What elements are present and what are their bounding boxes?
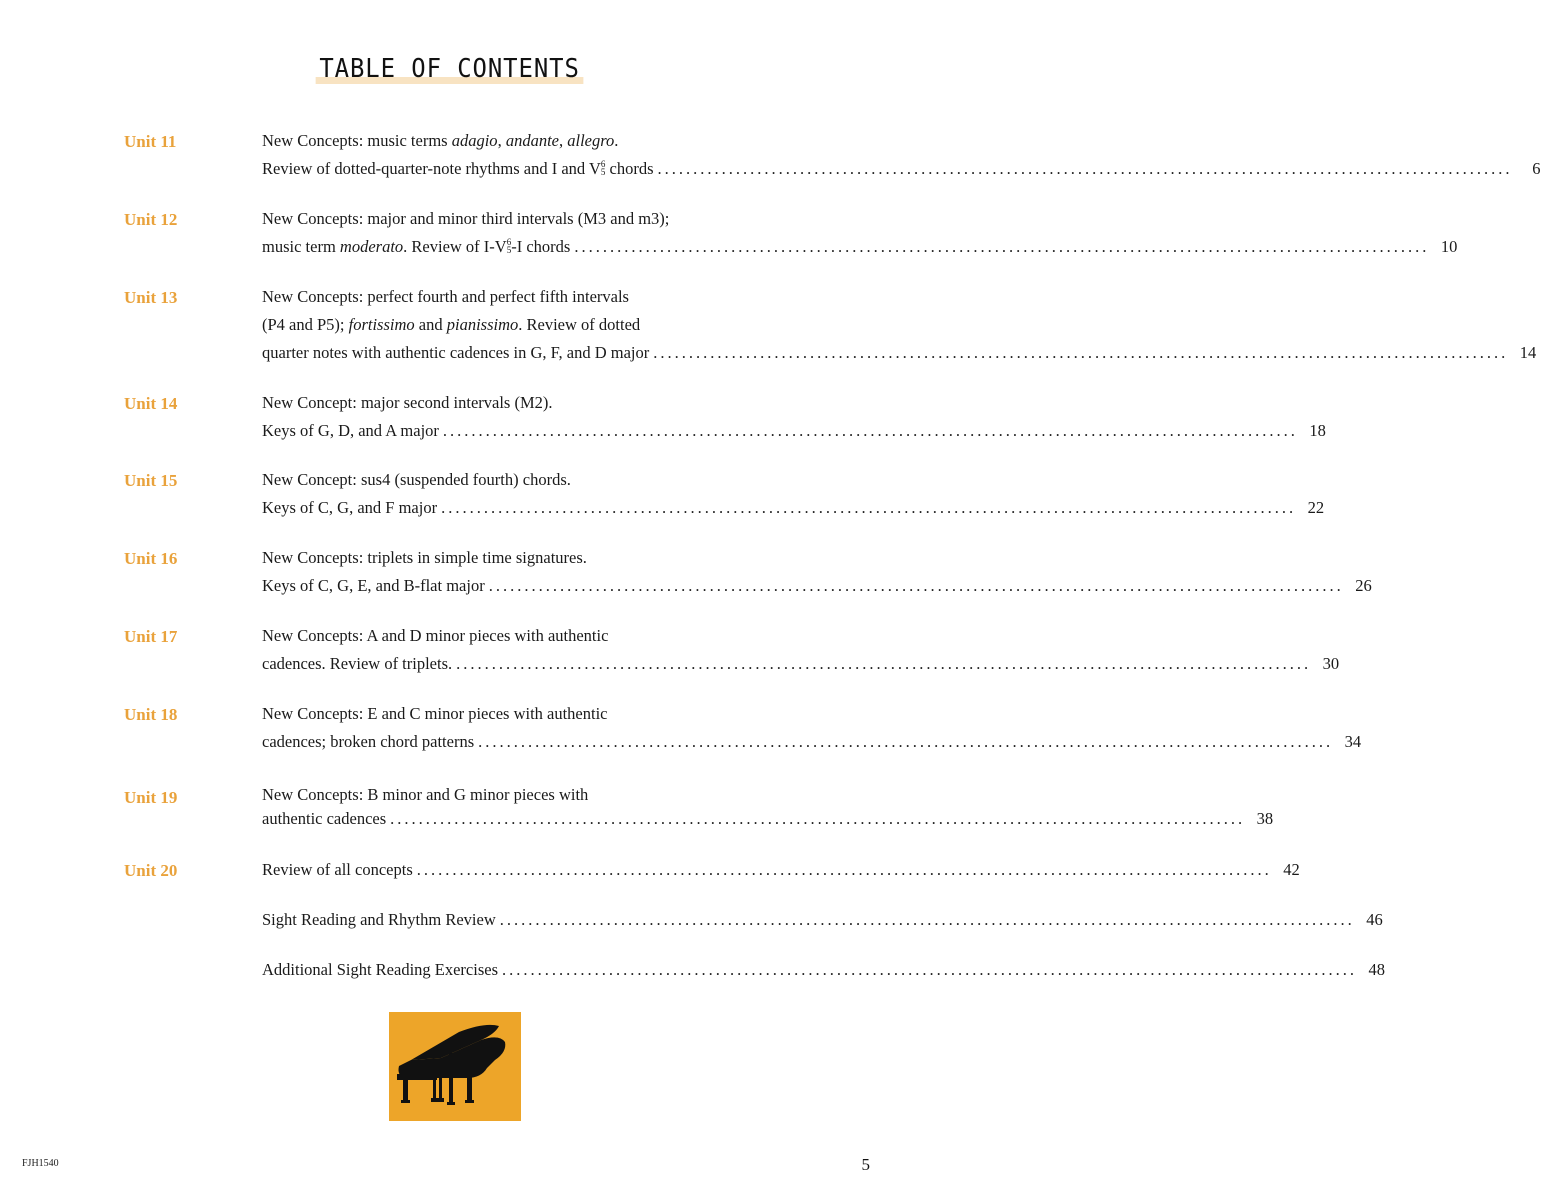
page-number: 46 [1366,910,1383,929]
page-title: TABLE OF CONTENTS [316,54,584,84]
entry-line: New Concepts: major and minor third intervals (M3 and m3); [262,209,670,228]
entry-line: New Concept: major second intervals (M2). [262,393,553,412]
dot-leader: ........................................................................................................................ [502,960,1358,979]
dot-leader: ........................................................................................................................ [390,809,1246,828]
unit-label: Unit 15 [124,471,178,490]
unit-label: Unit 19 [124,788,178,807]
entry-last-line: Additional Sight Reading Exercises ........................................................................................................................ 48 [262,956,782,984]
page-number: 30 [1322,654,1340,673]
entry-line: (P4 and P5); fortissimo and pianissimo. Review of dotted [262,315,641,334]
footer-page-number: 5 [861,1155,870,1174]
unit-label: Unit 16 [124,549,178,568]
entry-last-line: cadences. Review of triplets. ........................................................................................................................ 30 [262,650,782,678]
entry-last-line: Sight Reading and Rhythm Review ........................................................................................................................ 46 [262,906,782,934]
page-number: 38 [1256,809,1274,828]
unit-label: Unit 17 [124,627,178,646]
page-header [0,54,900,84]
unit-label: Unit 20 [124,861,178,880]
page-number: 22 [1307,498,1325,517]
page-number: 34 [1344,732,1362,751]
entry-last-line: quarter notes with authentic cadences in G, F, and D major ........................................................................................................................ 14 [262,339,782,367]
piano-logo-box [389,1012,521,1121]
dot-leader: ........................................................................................................................ [499,910,1355,929]
entry-line: New Concepts: music terms adagio, andante, allegro. [262,131,619,150]
unit-label: Unit 14 [124,394,178,413]
page-number: 26 [1355,576,1372,595]
dot-leader: ........................................................................................................................ [456,654,1312,673]
unit-label: Unit 11 [124,132,177,151]
dot-leader: ........................................................................................................................ [441,498,1297,517]
page-number: 42 [1283,860,1300,879]
book-code: FJH1540 [22,1158,59,1169]
dot-leader: ........................................................................................................................ [442,421,1298,440]
page-number: 6 [1532,159,1541,178]
entry-last-line: Keys of C, G, E, and B-flat major ........................................................................................................................ 26 [262,572,782,600]
chord-figure: 6 5 [506,236,512,255]
entry-last-line: Review of dotted-quarter-note rhythms and I and V $^{6 5}$ chords ........................................................................................................................ 6 [262,155,782,183]
entry-last-line: Review of all concepts ........................................................................................................................ 42 [262,856,782,884]
unit-label: Unit 12 [124,210,178,229]
dot-leader: ........................................................................................................................ [653,343,1509,362]
entry-line: New Concept: sus4 (suspended fourth) chords. [262,470,571,489]
dot-leader: ........................................................................................................................ [657,159,1513,178]
entry-line: New Concepts: triplets in simple time signatures. [262,548,587,567]
dot-leader: ........................................................................................................................ [416,860,1272,879]
entry-last-line: authentic cadences ........................................................................................................................ 38 [262,807,782,831]
page-number: 10 [1440,237,1458,256]
page-number: 14 [1519,343,1537,362]
grand-piano-icon [389,1012,521,1121]
entry-last-line: music term moderato. Review of I-V $^{6 5}$ -I chords ........................................................................................................................ 10 [262,233,782,261]
entry-line: New Concepts: B minor and G minor pieces with [262,785,589,804]
unit-label: Unit 13 [124,288,178,307]
page-number: 48 [1368,960,1386,979]
entry-last-line: Keys of G, D, and A major ........................................................................................................................ 18 [262,417,782,445]
unit-label: Unit 18 [124,705,178,724]
dot-leader: ........................................................................................................................ [478,732,1334,751]
dot-leader: ........................................................................................................................ [574,237,1430,256]
entry-last-line: Keys of C, G, and F major ........................................................................................................................ 22 [262,494,782,522]
dot-leader: ........................................................................................................................ [488,576,1344,595]
entry-last-line: cadences; broken chord patterns ........................................................................................................................ 34 [262,728,782,756]
entry-line: New Concepts: A and D minor pieces with authentic [262,626,609,645]
entry-line: New Concepts: E and C minor pieces with authentic [262,704,608,723]
page-number: 18 [1309,421,1326,440]
entry-line: New Concepts: perfect fourth and perfect fifth intervals [262,287,629,306]
chord-figure: 6 5 [600,158,606,177]
